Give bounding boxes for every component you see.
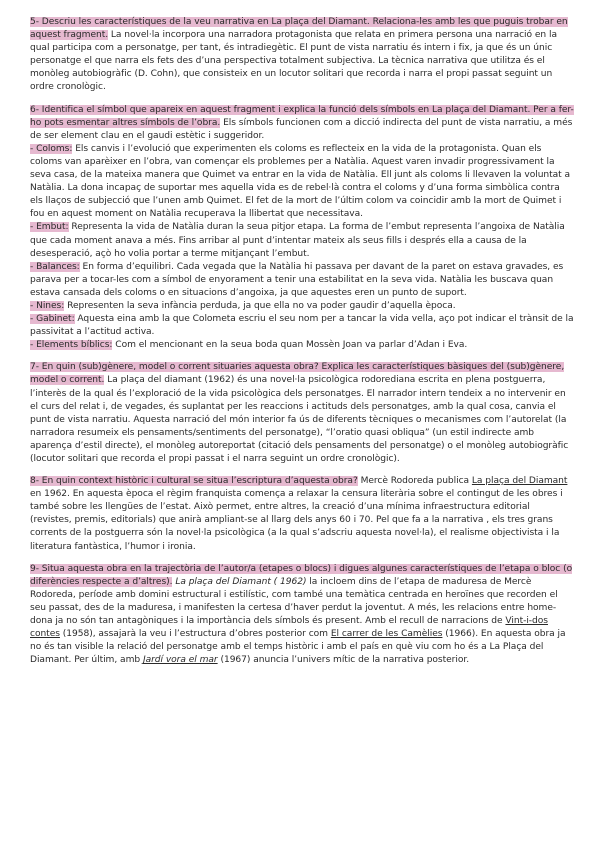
answer-8-part1: Mercè Rodoreda publica bbox=[357, 476, 472, 487]
answer-7: La plaça del diamant (1962) és una novel·la psicològica rodorediana escrita en plena postguerra, l’interès de la qual és l’exploració de la vida psicològica dels personatges. El narrador intern tendeix a no intervenir en el curs del relat i, de vegades, és suplantat per les reaccions i actituds dels personatges, amb la qual cosa, canvia el punt de vista narratiu. Aquesta narració del món interior fa ús de diferents tècniques o mecanismes com l’autorelat (la narradora resumeix els pensaments/sentiments del personatge), “l’oratio quasi obliqua” (un estil indirecte amb aparença d’estil directe), el monòleg autoreportat (citació dels pensaments del personatge) o el monòleg autobiogràfic (locutor solitari que recorda el propi passat i el narra seguint un ordre cronològic). bbox=[30, 375, 569, 464]
work-title: La plaça del Diamant ( 1962) bbox=[175, 576, 307, 587]
section-8 bbox=[30, 475, 574, 554]
symbol-term: - Embut: bbox=[30, 222, 69, 233]
symbol-text: Representen la seva infància perduda, ja que ella no va poder gaudir d’aquella època. bbox=[64, 300, 456, 311]
section-6 bbox=[30, 104, 574, 353]
symbol-term: - Balances: bbox=[30, 261, 80, 272]
question-6: 6- Identifica el símbol que apareix en aquest fragment i explica la funció dels símbols en La plaça del Diamant. Per a fer-ho pots esmentar altres símbols de l’obra. bbox=[30, 104, 574, 128]
symbol-term: - Coloms: bbox=[30, 143, 73, 154]
question-8: 8- En quin context històric i cultural se situa l’escriptura d’aquesta obra? bbox=[30, 476, 358, 487]
question-5: 5- Descriu les característiques de la veu narrativa en La plaça del Diamant. Relaciona-les amb les que puguis trobar en aquest fragment. bbox=[30, 17, 568, 41]
answer-9-part2: (1958), assajarà la veu i l’estructura d’obres posterior com bbox=[59, 629, 331, 640]
symbol-term: - Gabinet: bbox=[30, 314, 75, 325]
work-title: Vint-i-dos contes bbox=[30, 616, 548, 640]
answer-6-intro: Els símbols funcionen com a dicció indirecta del punt de vista narratiu, a més de ser element clau en el gaudi estètic i suggeridor. bbox=[30, 117, 573, 141]
answer-5: La novel·la incorpora una narradora protagonista que relata en primera persona una narració en la qual participa com a personatge, per tant, és intradiegètic. El punt de vista narratiu és intern i fix, ja que és un únic personatge el que narra els fets des d’una perspectiva totalment subjectiva. La tècnica narrativa que utilitza és el monòleg autobiogràfic (D. Cohn), que consisteix en un locutor solitari que recorda i narra el propi passat seguint un ordre cronològic. bbox=[30, 30, 557, 93]
symbol-text: En forma d’equilibri. Cada vegada que la Natàlia hi passava per davant de la paret on estava gravades, es parava per a tocar-les com a símbol de enyorament a tenir una estabilitat en la seva vida. Natàlia les buscava quan estava cansada dels coloms o en situacions d’angoixa, ja que aquestes eren un punto de suport. bbox=[30, 261, 564, 298]
work-title: El carrer de les Camèlies bbox=[330, 629, 443, 640]
answer-9-part3: (1966). En aquesta obra ja no és tan visible la relació del personatge amb el temps històric i amb el país en què viu com ho és a La Plaça del Diamant. Per últim, amb bbox=[30, 629, 566, 666]
answer-8-part2: en 1962. En aquesta època el règim franquista comença a relaxar la censura literària sobre el contingut de les obres i també sobre les llengües de l’estat. Això permet, entre altres, la creació d’una mínima infraestructura editorial (revistes, premis, editorials) que anirà ampliant-se al llarg dels anys 60 i 70. Pel que fa a la narrativa , els tres grans corrents de la postguerra són la novel·la psicològica (a la qual s’adscriu aquesta novel·la), el realisme objectivista i la literatura fantàstica, l’humor i ironia. bbox=[30, 489, 563, 552]
symbol-text: Els canvis i l’evolució que experimenten els coloms es reflecteix en la vida de la protagonista. Quan els coloms van aparèixer en l’obra, van començar els problemes per a Natàlia. Aquest varen invadir progressivament la seva casa, de la mateixa manera que Quimet va entrar en la vida de Natàlia. Ell junt als coloms li llevaven la voluntat a Natàlia. La dona incapaç de suportar mes aquella vida es de rebel·là contra el coloms y d’una forma simbòlica contra els llaços de subjecció que l’unen amb Quimet. El fet de la mort de l’últim colom va coincidir amb la mort de Quimet i fou en aquest moment on Natàlia recuperava la llibertat que necessitava. bbox=[30, 143, 571, 220]
symbol-text: Com el mencionant en la seua boda quan Mossèn Joan va parlar d’Adan i Eva. bbox=[112, 340, 468, 351]
answer-9-part4: (1967) anuncia l’univers mític de la narrativa posterior. bbox=[217, 655, 470, 666]
section-9 bbox=[30, 563, 574, 668]
symbol-text: Representa la vida de Natàlia duran la seua pitjor etapa. La forma de l’embut representa l’angoixa de Natàlia que cada moment anava a més. Fins arribar al punt d’intentar mateix als seus fills i després ella a causa de la desesperació, açò ho volia portar a terme mitjançant l’embut. bbox=[30, 222, 565, 259]
question-7: 7- En quin (sub)gènere, model o corrent situaries aquesta obra? Explica les característiques bàsiques del (sub)gènere, model o corrent. bbox=[30, 362, 565, 386]
section-5 bbox=[30, 16, 574, 95]
work-title-link: La plaça del Diamant bbox=[471, 476, 568, 487]
symbol-term: - Nines: bbox=[30, 300, 65, 311]
question-9: 9- Situa aquesta obra en la trajectòria de l’autor/a (etapes o blocs) i digues algunes característiques de l’etapa o bloc (o diferències respecte a d’altres). bbox=[30, 563, 573, 587]
symbol-text: Aquesta eina amb la que Colometa escriu el seu nom per a tancar la vida vella, aço pot indicar el trànsit de la passivitat a l’actitud activa. bbox=[30, 314, 574, 338]
answer-9-part1: la incloem dins de l’etapa de maduresa de Mercè Rodoreda, període amb domini estructural i estilístic, com també una temàtica centrada en heroïnes que recorden el seu passat, des de la maduresa, i manifesten la certesa d’haver perdut la joventut. A més, les relacions entre home-dona ja no són tan antagòniques i la importància dels símbols és present. Amb el recull de narracions de bbox=[30, 576, 558, 627]
work-title: Jardí vora el mar bbox=[142, 655, 218, 666]
symbol-term: - Elements bíblics: bbox=[30, 340, 113, 351]
section-7 bbox=[30, 361, 574, 466]
